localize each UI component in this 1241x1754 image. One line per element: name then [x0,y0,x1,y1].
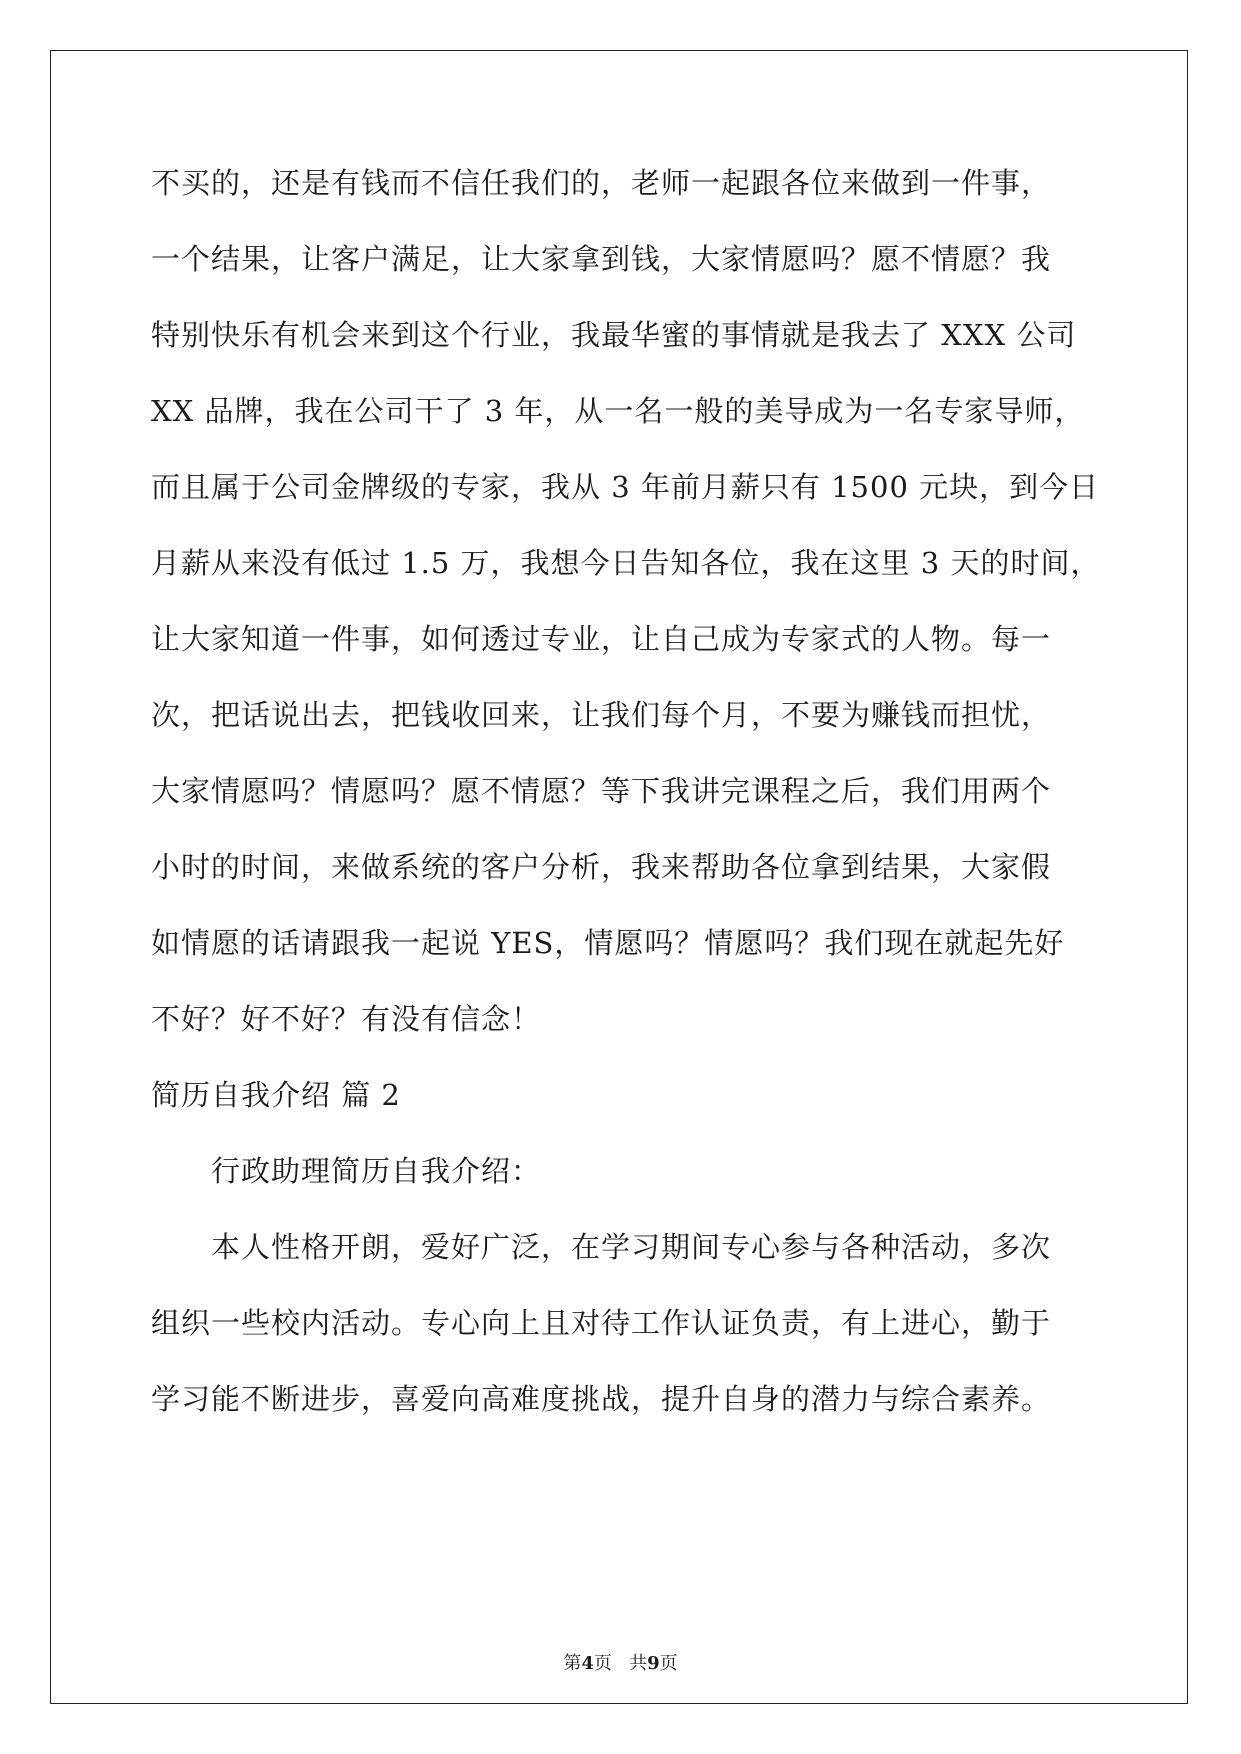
text-line: 让大家知道一件事，如何透过专业，让自己成为专家式的人物。每一 [151,622,1052,656]
document-body [151,158,1101,1450]
text-line: 如情愿的话请跟我一起说 YES，情愿吗？情愿吗？我们现在就起先好 [151,926,1065,960]
text-line: XX 品牌，我在公司干了 3 年，从一名一般的美导成为一名专家导师， [151,394,1085,428]
text-line: 月薪从来没有低过 1.5 万，我想今日告知各位，我在这里 3 天的时间， [151,546,1101,580]
current-page-number: 4 [581,1653,594,1674]
paragraph-line: 组织一些校内活动。专心向上且对待工作认证负责，有上进心，勤于 [151,1306,1052,1340]
text-line: 不买的，还是有钱而不信任我们的，老师一起跟各位来做到一件事， [151,166,1052,200]
subheading: 行政助理简历自我介绍： [211,1154,542,1188]
footer-total-unit: 页 [659,1653,678,1674]
text-line: 大家情愿吗？情愿吗？愿不情愿？等下我讲完课程之后，我们用两个 [151,774,1052,808]
text-line: 一个结果，让客户满足，让大家拿到钱，大家情愿吗？愿不情愿？我 [151,242,1052,276]
section-heading: 简历自我介绍 篇 2 [151,1078,401,1112]
footer-total-prefix: 共 [629,1653,648,1674]
page-footer [0,1649,1241,1675]
footer-page-unit: 页 [593,1653,612,1674]
text-line: 次，把话说出去，把钱收回来，让我们每个月，不要为赚钱而担忧， [151,698,1052,732]
text-line: 小时的时间，来做系统的客户分析，我来帮助各位拿到结果，大家假 [151,850,1052,884]
footer-prefix: 第 [563,1653,582,1674]
text-line: 而且属于公司金牌级的专家，我从 3 年前月薪只有 1500 元块，到今日 [151,470,1100,504]
text-line: 不好？好不好？有没有信念！ [151,1002,542,1036]
paragraph-line: 学习能不断进步，喜爱向高难度挑战，提升自身的潜力与综合素养。 [151,1382,1052,1416]
text-line: 特别快乐有机会来到这个行业，我最华蜜的事情就是我去了 XXX 公司 [151,318,1077,352]
paragraph-line: 本人性格开朗，爱好广泛，在学习期间专心参与各种活动，多次 [211,1230,1052,1264]
total-pages-number: 9 [647,1653,660,1674]
